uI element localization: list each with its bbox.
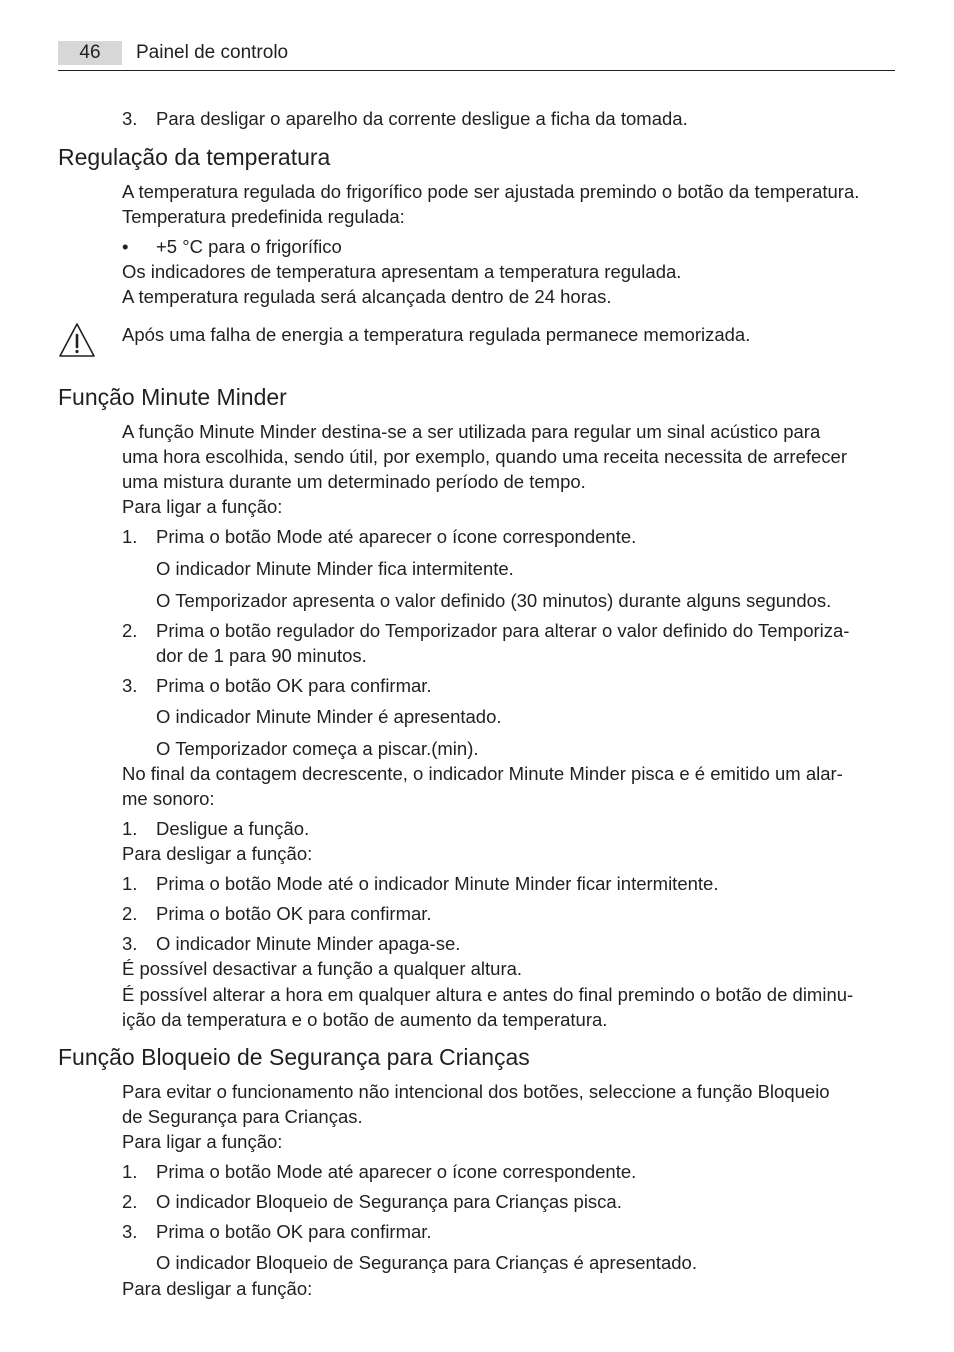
section-heading [58,142,330,172]
list-marker: 3. [122,933,138,954]
line-text: Para desligar a função: [122,843,313,864]
list-marker: 1. [122,1161,138,1182]
line-text: Função Minute Minder [58,384,287,410]
list-marker: 1. [122,873,138,894]
text-line [122,982,853,1007]
list-marker: 2. [122,1191,138,1212]
text-line [122,204,405,229]
line-text: O indicador Minute Minder é apresentado. [156,706,502,727]
line-text: No final da contagem decrescente, o indicador Minute Minder pisca e é emitido um alar- [122,763,843,784]
list-item [122,816,309,841]
line-text: Prima o botão OK para confirmar. [156,675,432,696]
text-line [122,419,820,444]
line-text: Para evitar o funcionamento não intencional dos botões, seleccione a função Bloqueio [122,1081,830,1102]
line-text: Desligue a função. [156,818,310,839]
text-line [122,259,681,284]
line-text: Para ligar a função: [122,496,283,517]
line-text: A temperatura regulada será alcançada dentro de 24 horas. [122,286,612,307]
line-text: O indicador Bloqueio de Segurança para Crianças pisca. [156,1191,622,1212]
text-line [122,786,215,811]
line-text: Regulação da temperatura [58,144,331,170]
line-text: Prima o botão Mode até o indicador Minute Minder ficar intermitente. [156,873,719,894]
text-line [122,494,282,519]
line-text: uma hora escolhida, sendo útil, por exemplo, quando uma receita necessita de arrefecer [122,446,848,467]
line-text: Prima o botão OK para confirmar. [156,1221,432,1242]
list-marker: 2. [122,903,138,924]
line-text: Função Bloqueio de Segurança para Crianças [58,1044,530,1070]
text-line [156,556,514,581]
line-text: Para ligar a função: [122,1131,283,1152]
list-item [122,524,636,549]
list-item [122,234,342,259]
line-text: ição da temperatura e o botão de aumento da temperatura. [122,1009,608,1030]
page-number: 46 [58,41,122,65]
list-marker: 1. [122,526,138,547]
line-text: Os indicadores de temperatura apresentam a temperatura regulada. [122,261,682,282]
list-item [122,931,460,956]
list-item [122,1189,622,1214]
line-text: É possível desactivar a função a qualquer altura. [122,958,523,979]
text-line [122,1007,607,1032]
text-line [122,322,750,347]
section-heading [58,1042,530,1072]
text-line [156,736,479,761]
list-marker: • [122,236,129,257]
text-line [122,761,843,786]
line-text: O indicador Bloqueio de Segurança para Crianças é apresentado. [156,1252,697,1273]
line-text: A função Minute Minder destina-se a ser utilizada para regular um sinal acústico para [122,421,821,442]
text-line [122,1129,282,1154]
line-text: de Segurança para Crianças. [122,1106,363,1127]
line-text: Prima o botão Mode até aparecer o ícone correspondente. [156,1161,637,1182]
list-item [122,1219,432,1244]
line-text: O Temporizador começa a piscar.(min). [156,738,479,759]
text-line [122,1276,312,1301]
line-text: uma mistura durante um determinado período de tempo. [122,471,586,492]
line-text: O Temporizador apresenta o valor definido (30 minutos) durante alguns segundos. [156,590,832,611]
list-item [122,871,718,896]
section-heading [58,382,287,412]
list-marker: 2. [122,620,138,641]
list-item [122,618,849,643]
line-text: Prima o botão regulador do Temporizador para alterar o valor definido do Temporiza- [156,620,850,641]
line-text: Temperatura predefinida regulada: [122,206,405,227]
text-line [156,643,367,668]
line-text: Prima o botão Mode até aparecer o ícone correspondente. [156,526,637,547]
text-line [122,179,859,204]
line-text: Prima o botão OK para confirmar. [156,903,432,924]
line-text: A temperatura regulada do frigorífico pode ser ajustada premindo o botão da temperatura. [122,181,860,202]
header-rule [58,70,895,71]
line-text: É possível alterar a hora em qualquer altura e antes do final premindo o botão de diminu- [122,984,854,1005]
line-text: me sonoro: [122,788,215,809]
text-line [156,1250,697,1275]
line-text: O indicador Minute Minder apaga-se. [156,933,461,954]
line-text: Para desligar a função: [122,1278,313,1299]
list-item [122,106,688,131]
list-marker: 3. [122,108,138,129]
list-marker: 3. [122,1221,138,1242]
list-marker: 3. [122,675,138,696]
list-item [122,901,432,926]
warning-triangle-icon [58,322,96,358]
text-line [122,469,586,494]
line-text: Após uma falha de energia a temperatura regulada permanece memorizada. [122,324,751,345]
text-line [122,284,612,309]
text-line [122,956,522,981]
list-item [122,1159,636,1184]
text-line [122,1079,830,1104]
list-item [122,673,432,698]
list-marker: 1. [122,818,138,839]
text-line [122,444,847,469]
line-text: +5 °C para o frigorífico [156,236,342,257]
text-line [122,1104,363,1129]
line-text: O indicador Minute Minder fica intermitente. [156,558,514,579]
line-text: dor de 1 para 90 minutos. [156,645,367,666]
text-line [122,841,312,866]
running-header-title: Painel de controlo [136,42,289,63]
text-line [156,704,502,729]
text-line [156,588,831,613]
line-text: Para desligar o aparelho da corrente desligue a ficha da tomada. [156,108,688,129]
